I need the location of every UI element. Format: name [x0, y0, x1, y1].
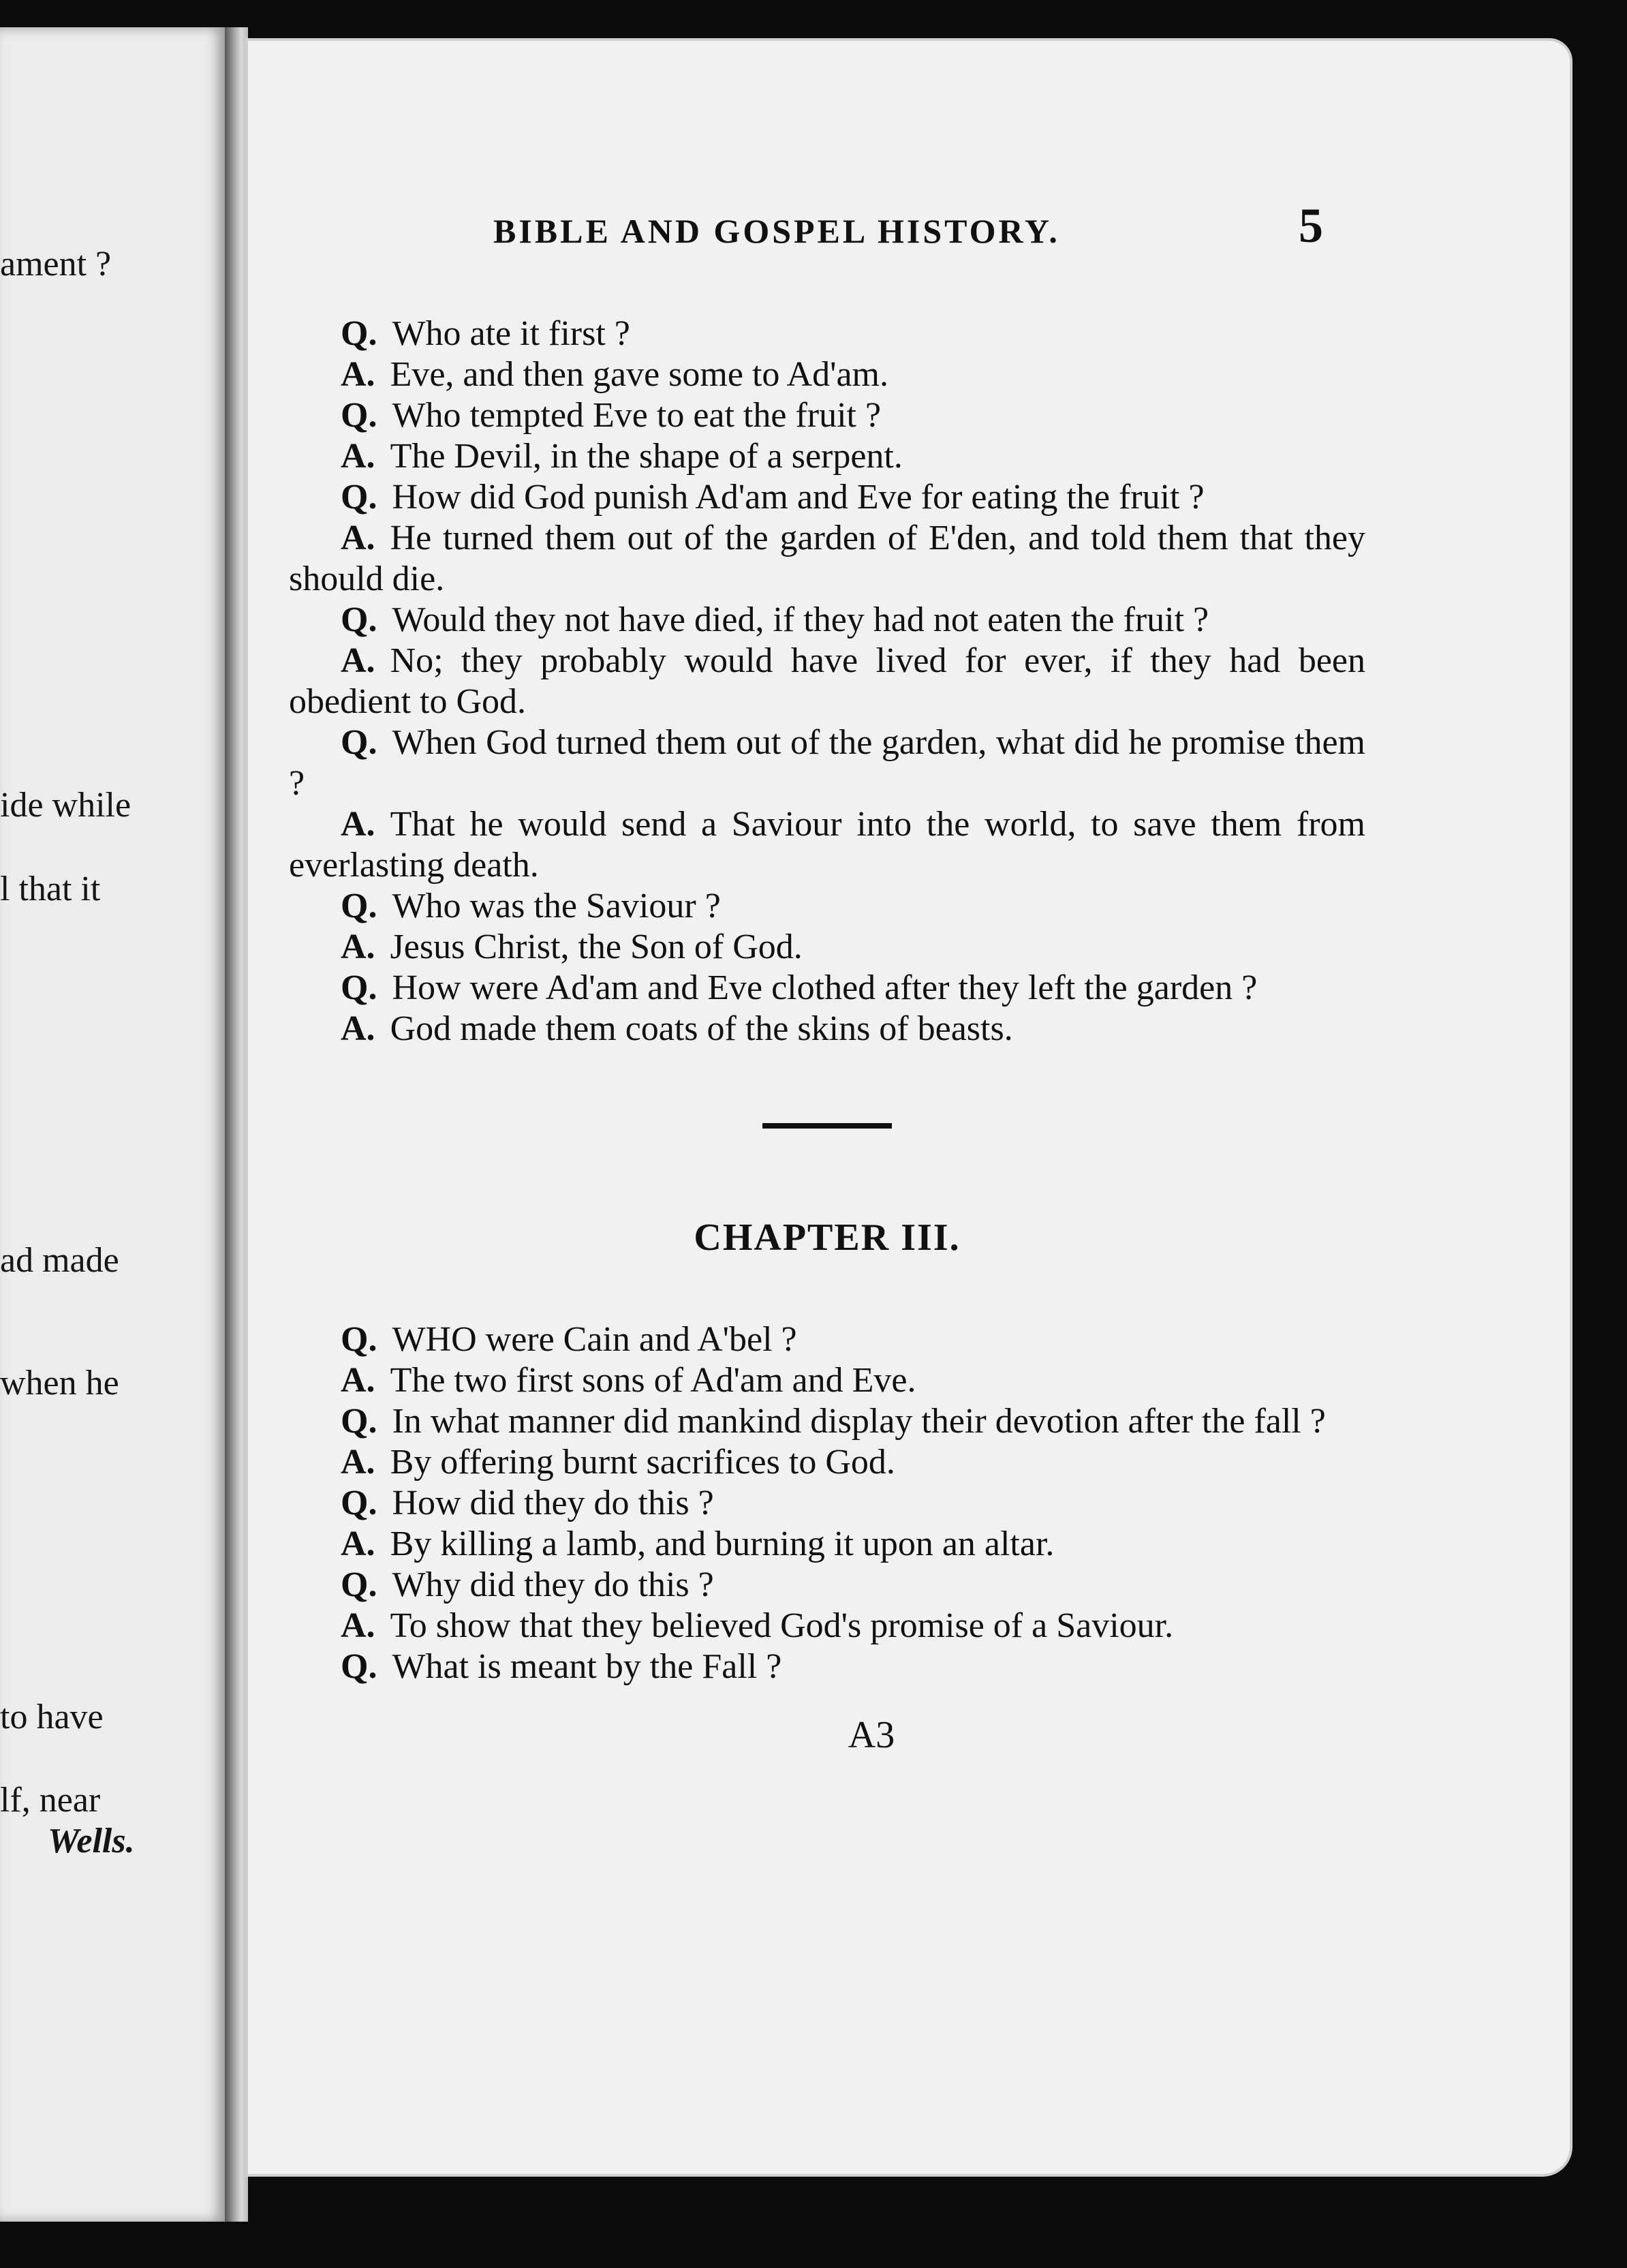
answer-line: [289, 1606, 1365, 1646]
question-line: [289, 1319, 1365, 1360]
answer-line: [289, 436, 1365, 477]
qa-text: What is meant by the Fall ?: [392, 1647, 782, 1686]
qa-marker: A.: [341, 928, 375, 966]
qa-marker: Q.: [341, 396, 377, 435]
question-line: [289, 1483, 1365, 1524]
chapter-title: CHAPTER III.: [694, 1216, 961, 1259]
left-page-fragment: when he: [0, 1364, 119, 1403]
qa-text: By killing a lamb, and burning it upon an altar.: [390, 1524, 1055, 1563]
qa-marker: Q.: [341, 723, 377, 762]
qa-marker: A.: [341, 1606, 375, 1645]
qa-text: Who ate it first ?: [392, 314, 630, 353]
qa-text: Eve, and then gave some to Ad'am.: [390, 355, 888, 394]
answer-line: [289, 518, 1365, 600]
answer-line: [289, 1442, 1365, 1483]
qa-section-chapter-ii: [289, 313, 1365, 1049]
qa-text: In what manner did mankind display their devotion after the fall ?: [392, 1402, 1326, 1441]
qa-section-chapter-iii: [289, 1319, 1365, 1687]
question-line: [289, 886, 1365, 927]
answer-line: [289, 354, 1365, 395]
qa-marker: Q.: [341, 314, 377, 353]
answer-line: [289, 641, 1365, 722]
book-spine: [225, 27, 248, 2222]
qa-text: Who was the Saviour ?: [392, 887, 721, 925]
qa-marker: Q.: [341, 968, 377, 1007]
answer-line: [289, 1009, 1365, 1049]
question-line: [289, 313, 1365, 354]
qa-text: How did God punish Ad'am and Eve for eating the fruit ?: [392, 478, 1205, 517]
question-line: [289, 395, 1365, 436]
previous-page: [0, 27, 225, 2222]
question-line: [289, 1401, 1365, 1442]
qa-text: No; they probably would have lived for ever, if they had been obedient to God.: [289, 641, 1365, 721]
left-page-fragment: Wells.: [48, 1822, 135, 1860]
signature-mark: A3: [848, 1714, 895, 1756]
qa-text: The Devil, in the shape of a serpent.: [390, 437, 903, 476]
qa-text: When God turned them out of the garden, what did he promise them ?: [289, 723, 1365, 803]
qa-marker: Q.: [341, 887, 377, 925]
question-line: [289, 1565, 1365, 1606]
section-divider-rule: [762, 1123, 892, 1129]
qa-marker: Q.: [341, 600, 377, 639]
qa-marker: A.: [341, 805, 375, 844]
page-body: [289, 313, 1365, 1756]
page-number: 5: [1299, 198, 1323, 253]
answer-line: [289, 927, 1365, 968]
left-page-fragment: to have: [0, 1698, 104, 1736]
left-page-fragment: lf, near: [0, 1781, 101, 1820]
qa-text: To show that they believed God's promise of a Saviour.: [390, 1606, 1174, 1645]
qa-marker: A.: [341, 355, 375, 394]
page-header: [248, 198, 1570, 273]
qa-text: How did they do this ?: [392, 1484, 714, 1522]
qa-marker: Q.: [341, 1647, 377, 1686]
qa-marker: A.: [341, 1009, 375, 1048]
question-line: [289, 600, 1365, 641]
left-page-fragment: ad made: [0, 1241, 119, 1280]
qa-marker: A.: [341, 641, 375, 680]
left-page-fragment: ament ?: [0, 245, 112, 284]
qa-marker: Q.: [341, 1565, 377, 1604]
answer-line: [289, 1360, 1365, 1401]
answer-line: [289, 1524, 1365, 1565]
qa-text: That he would send a Saviour into the world, to save them from everlasting death.: [289, 805, 1365, 885]
question-line: [289, 722, 1365, 804]
qa-text: By offering burnt sacrifices to God.: [390, 1443, 895, 1482]
answer-line: [289, 804, 1365, 886]
qa-text: WHO were Cain and A'bel ?: [392, 1320, 797, 1359]
question-line: [289, 968, 1365, 1009]
qa-marker: A.: [341, 1443, 375, 1482]
running-head: BIBLE AND GOSPEL HISTORY.: [493, 212, 1060, 250]
qa-marker: A.: [341, 1361, 375, 1400]
qa-marker: Q.: [341, 1320, 377, 1359]
qa-marker: A.: [341, 519, 375, 557]
qa-text: He turned them out of the garden of E'den, and told them that they should die.: [289, 519, 1365, 598]
left-page-fragment: ide while: [0, 786, 131, 825]
qa-marker: Q.: [341, 1402, 377, 1441]
qa-text: The two first sons of Ad'am and Eve.: [390, 1361, 916, 1400]
qa-marker: A.: [341, 437, 375, 476]
qa-marker: A.: [341, 1524, 375, 1563]
qa-text: God made them coats of the skins of beasts.: [390, 1009, 1013, 1048]
question-line: [289, 1646, 1365, 1687]
qa-text: How were Ad'am and Eve clothed after they left the garden ?: [392, 968, 1258, 1007]
qa-text: Who tempted Eve to eat the fruit ?: [392, 396, 882, 435]
current-page: [248, 41, 1570, 2174]
left-page-fragment: l that it: [0, 870, 101, 908]
qa-marker: Q.: [341, 478, 377, 517]
qa-marker: Q.: [341, 1484, 377, 1522]
qa-text: Jesus Christ, the Son of God.: [390, 928, 803, 966]
question-line: [289, 477, 1365, 518]
qa-text: Would they not have died, if they had not eaten the fruit ?: [392, 600, 1209, 639]
qa-text: Why did they do this ?: [392, 1565, 714, 1604]
